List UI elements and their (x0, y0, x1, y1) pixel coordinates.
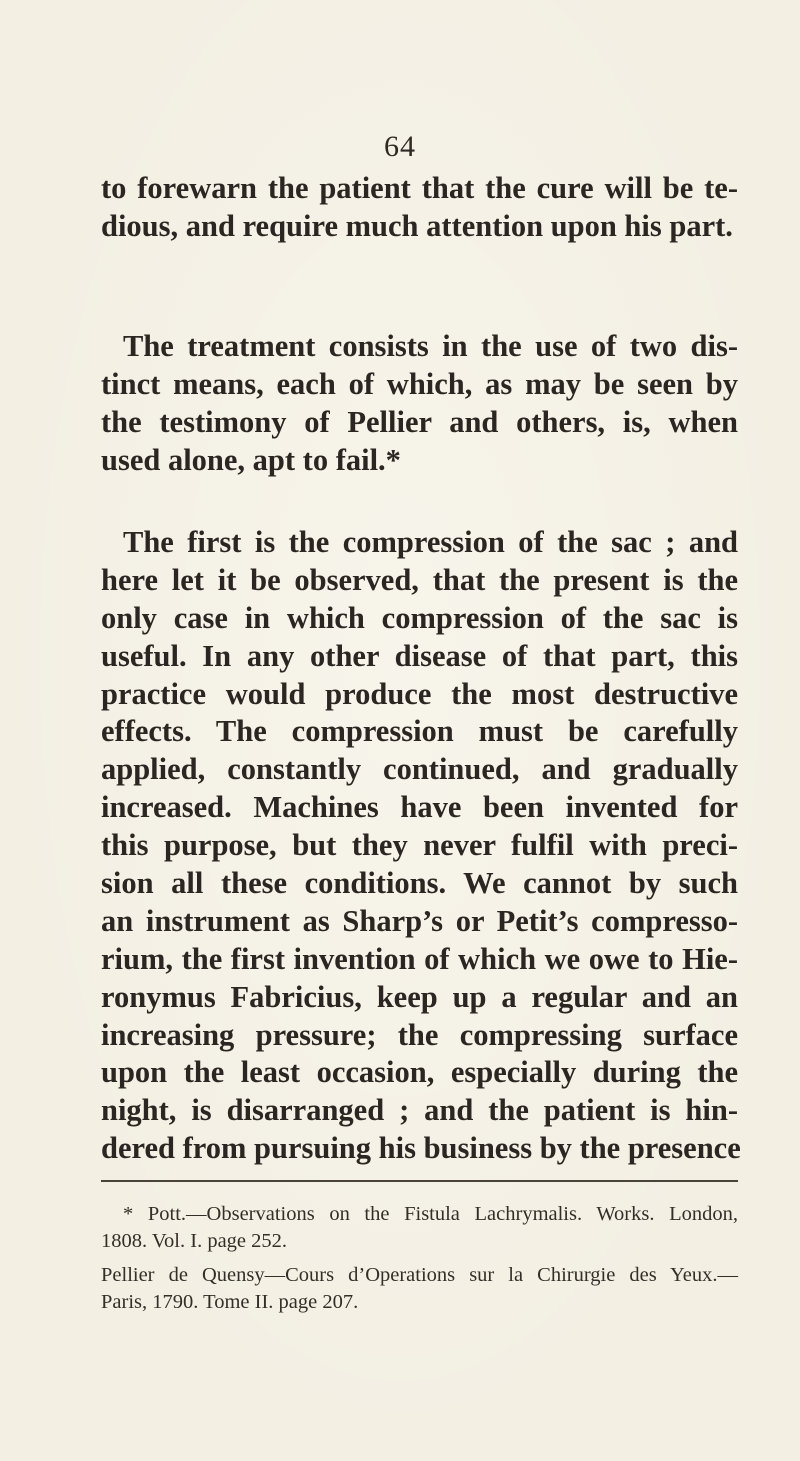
text-line: useful. In any other disease of that part, this (101, 638, 738, 673)
text-line: increasing pressure; the compressing surface (101, 1017, 738, 1052)
text-line: upon the least occasion, especially during the (101, 1055, 738, 1090)
text-line: night, is disarranged ; and the patient is hin- (101, 1093, 738, 1128)
text-line: The treatment consists in the use of two dis- (123, 329, 738, 363)
text-line: sion all these conditions. We cannot by such (101, 866, 738, 901)
footnote-line: 1808. Vol. I. page 252. (101, 1230, 288, 1252)
text-line: to forewarn the patient that the cure will be te- (101, 171, 738, 205)
footnote-2 (101, 1262, 738, 1316)
text-line: an instrument as Sharp’s or Petit’s compresso- (101, 903, 738, 938)
paragraph-2 (101, 328, 738, 480)
text-line: practice would produce the most destructive (101, 676, 738, 711)
text-line: The first is the compression of the sac ; and (123, 525, 738, 559)
text-line: the testimony of Pellier and others, is, when (101, 404, 738, 439)
text-line: rium, the first invention of which we owe to Hie- (101, 941, 738, 976)
text-line: effects. The compression must be carefully (101, 714, 738, 749)
text-line: ronymus Fabricius, keep up a regular and an (101, 979, 738, 1014)
paragraph-1 (101, 170, 738, 246)
text-line: used alone, apt to fail.* (101, 442, 401, 477)
text-line: here let it be observed, that the present is the (101, 562, 738, 597)
footnote-line: Pellier de Quensy—Cours d’Operations sur la Chirurgie des Yeux.— (101, 1264, 738, 1286)
text-line: only case in which compression of the sac is (101, 600, 738, 635)
paragraph-3 (101, 524, 741, 1168)
text-line: dious, and require much attention upon his part. (101, 208, 733, 243)
footnote-1 (101, 1201, 738, 1255)
page-number: 64 (384, 130, 416, 163)
footnote-line: Paris, 1790. Tome II. page 207. (101, 1291, 359, 1313)
footnote-line: * Pott.—Observations on the Fistula Lachrymalis. Works. London, (123, 1203, 738, 1225)
text-line: tinct means, each of which, as may be seen by (101, 366, 738, 401)
text-line: dered from pursuing his business by the presence (101, 1131, 741, 1166)
text-line: this purpose, but they never fulfil with preci- (101, 828, 738, 863)
text-line: applied, constantly continued, and gradually (101, 752, 738, 787)
text-line: increased. Machines have been invented for (101, 790, 738, 825)
footnote-divider (101, 1180, 738, 1182)
